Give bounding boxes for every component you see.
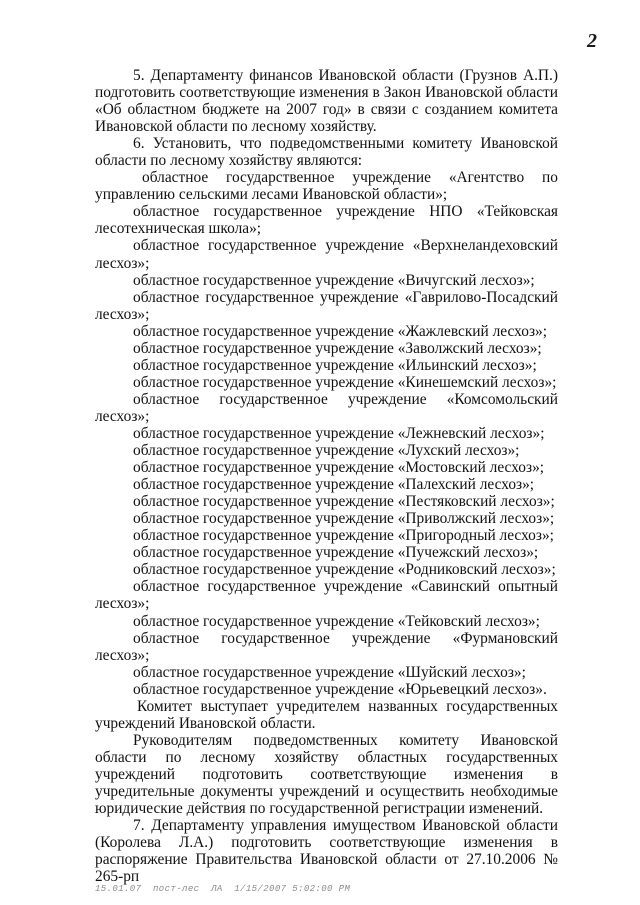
list-item-agency: областное государственное учреждение «Агентство по управлению сельскими лесами Ивановской области»; xyxy=(95,169,558,204)
list-item: областное государственное учреждение «Пригородный лесхоз»; xyxy=(133,527,554,545)
paragraph-founder: Комитет выступает учредителем названных государственных учреждений Ивановской области. xyxy=(95,697,558,732)
paragraph-7: 7. Департаменту управления имуществом Ивановской области (Королева Л.А.) подготовить соответствующие изменения в распоряжение Правительства Ивановской области от 27.10.2006 № 265-рп xyxy=(95,817,558,886)
page-number: 2 xyxy=(587,30,597,52)
list-item: областное государственное учреждение «Комсомольский лесхоз»; xyxy=(95,390,558,425)
document-body xyxy=(95,67,558,885)
list-item: областное государственное учреждение «Шуйский лесхоз»; xyxy=(133,663,526,681)
list-item: областное государственное учреждение «Жажлевский лесхоз»; xyxy=(133,322,547,340)
list-item: областное государственное учреждение «Мостовский лесхоз»; xyxy=(133,459,545,477)
list-item: областное государственное учреждение «Палехский лесхоз»; xyxy=(133,476,535,494)
list-item: областное государственное учреждение «Лежневский лесхоз»; xyxy=(133,424,545,442)
list-item: областное государственное учреждение «Ильинский лесхоз»; xyxy=(133,356,537,374)
list-item: областное государственное учреждение «Родниковский лесхоз»; xyxy=(133,561,556,579)
footer-stamp: 15.01.07 пост-лес ЛА 1/15/2007 5:02:00 PM xyxy=(95,884,351,894)
list-item: областное государственное учреждение «Гаврилово-Посадский лесхоз»; xyxy=(95,288,558,323)
leskhoz-list xyxy=(95,237,558,697)
list-item: областное государственное учреждение «Верхнеландеховский лесхоз»; xyxy=(95,237,558,272)
list-item: областное государственное учреждение «Лухский лесхоз»; xyxy=(133,442,520,460)
list-item: областное государственное учреждение «Юрьевецкий лесхоз». xyxy=(133,680,547,698)
list-item: областное государственное учреждение «Пучежский лесхоз»; xyxy=(133,544,539,562)
list-item: областное государственное учреждение «Савинский опытный лесхоз»; xyxy=(95,578,558,613)
paragraph-heads: Руководителям подведомственных комитету Ивановской области по лесному хозяйству областных государственных учреждений подготовить соответствующие изменения в учредительные документы учреждений и осуществить необходимые юридические действия по государственной регистрации изменений. xyxy=(95,731,558,818)
list-item: областное государственное учреждение «Тейковский лесхоз»; xyxy=(133,612,540,630)
list-item: областное государственное учреждение «Приволжский лесхоз»; xyxy=(133,510,555,528)
paragraph-6: 6. Установить, что подведомственными комитету Ивановской области по лесному хозяйству являются: xyxy=(95,135,558,170)
list-item: областное государственное учреждение «Кинешемский лесхоз»; xyxy=(133,373,557,391)
list-item: областное государственное учреждение «Фурмановский лесхоз»; xyxy=(95,629,558,664)
list-item: областное государственное учреждение «Заволжский лесхоз»; xyxy=(133,339,542,357)
list-item: областное государственное учреждение «Вичугский лесхоз»; xyxy=(133,271,535,289)
list-item-npo: областное государственное учреждение НПО «Тейковская лесотехническая школа»; xyxy=(95,203,558,238)
list-item: областное государственное учреждение «Пестяковский лесхоз»; xyxy=(133,493,555,511)
paragraph-5: 5. Департаменту финансов Ивановской области (Грузнов А.П.) подготовить соответствующие изменения в Закон Ивановской области «Об областном бюджете на 2007 год» в связи с созданием комитета Ивановской области по лесному хозяйству. xyxy=(95,67,558,136)
